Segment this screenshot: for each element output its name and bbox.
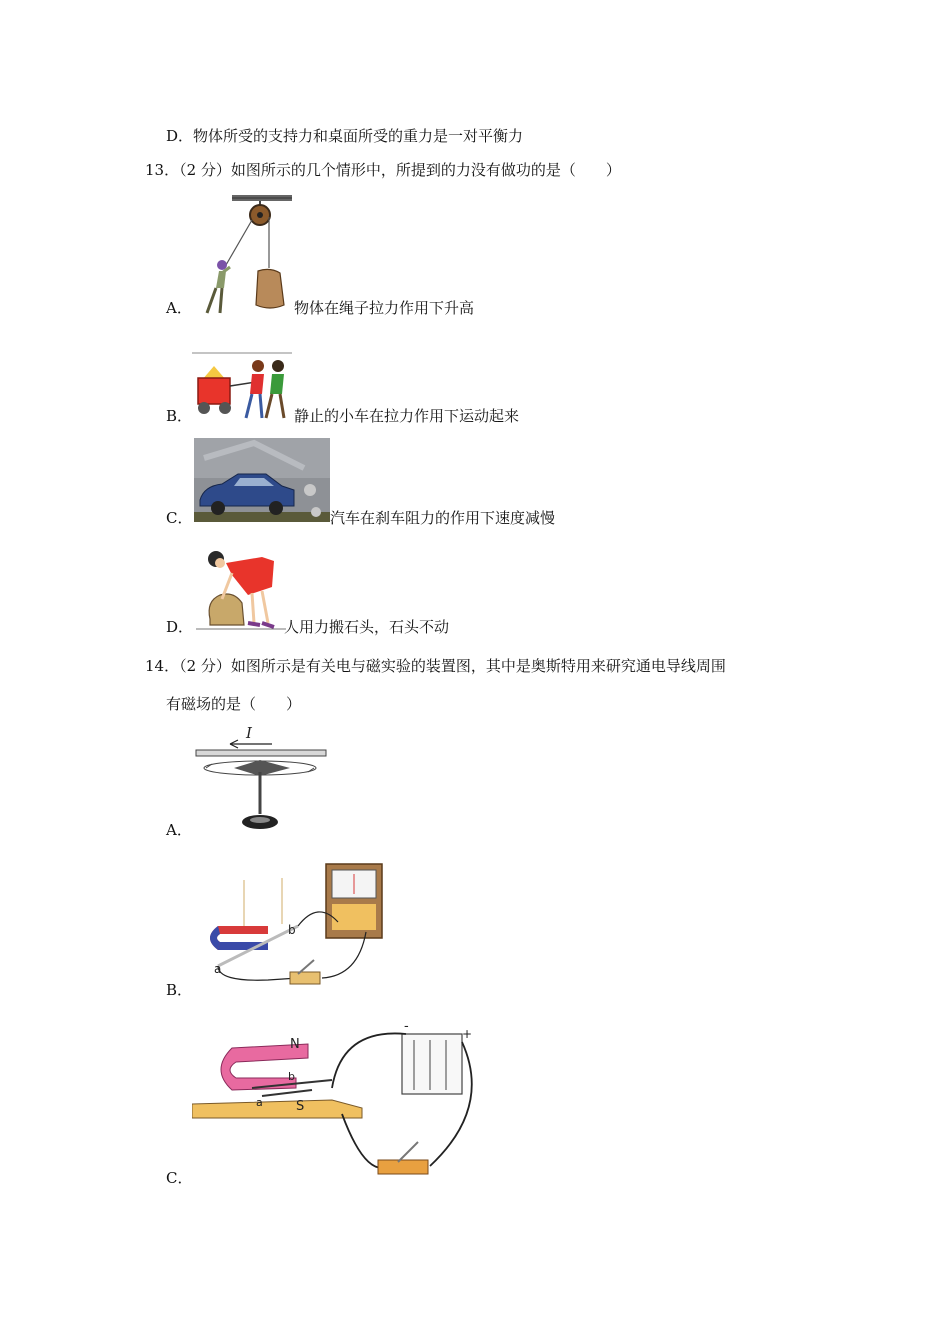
- q13-option-c-text: 汽车在刹车阻力的作用下速度减慢: [330, 509, 556, 527]
- q14-option-b-label: B．: [166, 981, 193, 999]
- q14-option-a-label: A．: [166, 821, 192, 839]
- q13-option-a-label: A．: [166, 299, 192, 317]
- label-b: b: [288, 923, 296, 937]
- q14-stem-line1: 14．（2 分）如图所示是有关电与磁实验的装置图，其中是奥斯特用来研究通电导线周围: [145, 657, 726, 675]
- q13-option-a-text: 物体在绳子拉力作用下升高: [294, 299, 475, 317]
- magnet-battery-illustration: [192, 1018, 484, 1182]
- magnet-galvanometer-illustration: [198, 860, 388, 990]
- label-n: N: [290, 1037, 300, 1052]
- q13-option-b-text: 静止的小车在拉力作用下运动起来: [294, 407, 520, 425]
- oersted-experiment-illustration: [194, 722, 328, 834]
- q13-option-c-label: C．: [166, 509, 193, 527]
- q14-stem-line2: 有磁场的是（ ）: [166, 695, 302, 713]
- label-minus: -: [404, 1019, 409, 1034]
- label-a: a: [214, 962, 222, 976]
- q13-option-d-label: D．: [166, 618, 194, 636]
- label-plus: +: [462, 1027, 473, 1041]
- cart-pulling-illustration: [192, 352, 294, 424]
- q13-stem: 13．（2 分）如图所示的几个情形中，所提到的力没有做功的是（ ）: [145, 161, 621, 179]
- label-a: a: [256, 1096, 263, 1109]
- q14-option-c-label: C．: [166, 1169, 193, 1187]
- label-b: b: [288, 1070, 295, 1083]
- label-s: S: [296, 1099, 305, 1114]
- q13-option-d-text: 人用力搬石头，石头不动: [284, 618, 450, 636]
- person-pushing-rock-illustration: [196, 545, 286, 633]
- q13-option-b-label: B．: [166, 407, 193, 425]
- prev-option-d: D．物体所受的支持力和桌面所受的重力是一对平衡力: [166, 127, 524, 145]
- car-braking-illustration: [194, 438, 330, 522]
- current-symbol: I: [246, 724, 252, 742]
- pulley-illustration: [192, 193, 292, 318]
